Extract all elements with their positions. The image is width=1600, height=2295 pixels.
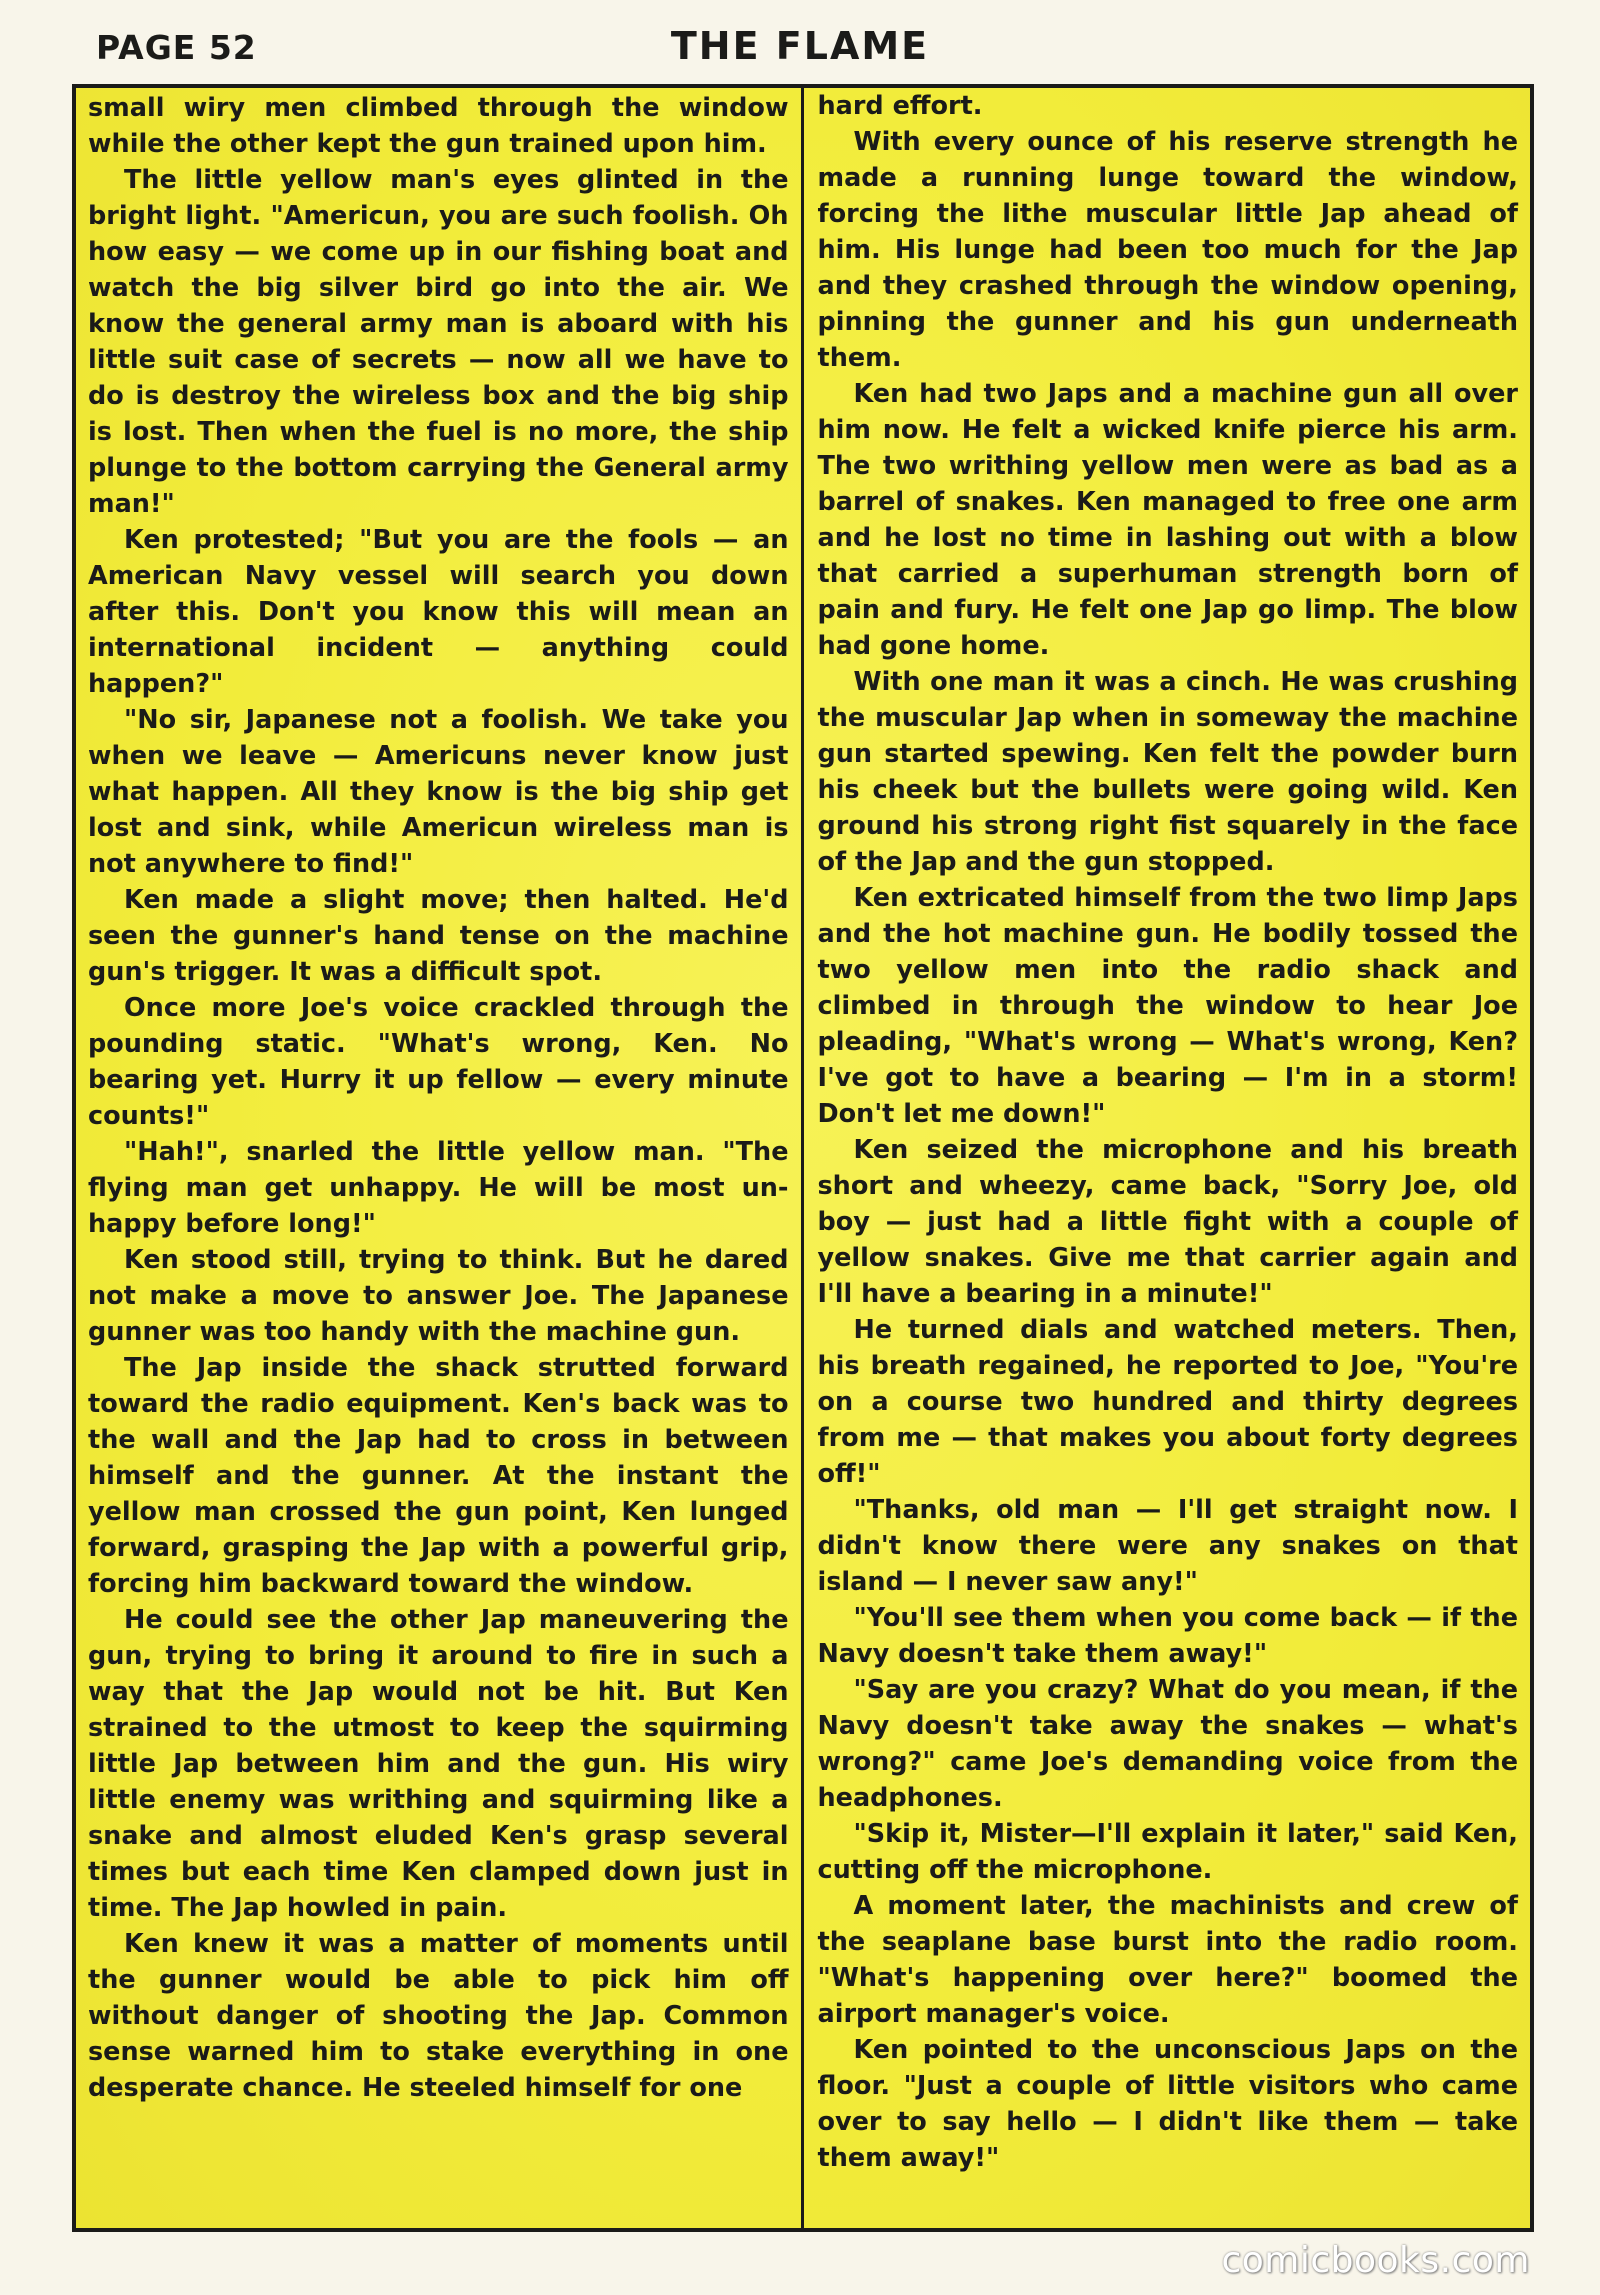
paragraph: With every ounce of his reserve strength he made a running lunge toward the window, forcing the lithe muscular little Jap ahead of him. His lunge had been too much for the Jap and they crashed through the window opening, pinning the gunner and his gun underneath them. bbox=[817, 127, 1518, 373]
paragraph: With one man it was a cinch. He was crushing the muscular Jap when in someway the machine gun started spewing. Ken felt the powder burn his cheek but the bullets were going wild. Ken ground his strong right fist squarely in the face of the Jap and the gun stopped. bbox=[817, 667, 1518, 877]
paragraph: Once more Joe's voice crackled through the pounding static. "What's wrong, Ken. No bearing yet. Hurry it up fellow — every minute counts!" bbox=[88, 993, 789, 1131]
story-text-frame bbox=[72, 84, 1534, 2232]
paragraph: "Skip it, Mister—I'll explain it later," said Ken, cutting off the microphone. bbox=[817, 1819, 1518, 1885]
paragraph: A moment later, the machinists and crew of the seaplane base burst into the radio room. "What's happening over here?" boomed the airport manager's voice. bbox=[817, 1891, 1518, 2029]
paragraph: Ken knew it was a matter of moments until the gunner would be able to pick him off without danger of shooting the Jap. Common sense warned him to stake everything in one desperate chance. He steeled himself for one bbox=[88, 1929, 789, 2103]
paragraph: The little yellow man's eyes glinted in the bright light. "Americun, you are such foolish. Oh how easy — we come up in our fishing boat and watch the big silver bird go into the air. We know the general army man is aboard with his little suit case of secrets — now all we have to do is destroy the wireless box and the big ship is lost. Then when the fuel is no more, the ship plunge to the bottom carrying the General army man!" bbox=[88, 165, 789, 519]
paragraph: "Hah!", snarled the little yellow man. "The flying man get unhappy. He will be most unhappy before long!" bbox=[88, 1137, 789, 1239]
paragraph: He could see the other Jap maneuvering the gun, trying to bring it around to fire in such a way that the Jap would not be hit. But Ken strained to the utmost to keep the squirming little Jap between him and the gun. His wiry little enemy was writhing and squirming like a snake and almost eluded Ken's grasp several times but each time Ken clamped down just in time. The Jap howled in pain. bbox=[88, 1605, 789, 1923]
paragraph: Ken made a slight move; then halted. He'd seen the gunner's hand tense on the machine gun's trigger. It was a difficult spot. bbox=[88, 885, 789, 987]
paragraph: "No sir, Japanese not a foolish. We take you when we leave — Americuns never know just what happen. All they know is the big ship get lost and sink, while Americun wireless man is not anywhere to find!" bbox=[88, 705, 789, 879]
paragraph: "Say are you crazy? What do you mean, if the Navy doesn't take away the snakes — what's wrong?" came Joe's demanding voice from the headphones. bbox=[817, 1675, 1518, 1813]
page-title: THE FLAME bbox=[670, 24, 930, 68]
paragraph: Ken stood still, trying to think. But he dared not make a move to answer Joe. The Japanese gunner was too handy with the machine gun. bbox=[88, 1245, 789, 1347]
paragraph: Ken seized the microphone and his breath short and wheezy, came back, "Sorry Joe, old boy — just had a little fight with a couple of yellow snakes. Give me that carrier again and I'll have a bearing in a minute!" bbox=[817, 1135, 1518, 1309]
text-column-right bbox=[804, 88, 1531, 2228]
paragraph: Ken had two Japs and a machine gun all over him now. He felt a wicked knife pierce his arm. The two writhing yellow men were as bad as a barrel of snakes. Ken managed to free one arm and he lost no time in lashing out with a blow that carried a superhuman strength born of pain and fury. He felt one Jap go limp. The blow had gone home. bbox=[817, 379, 1518, 661]
paragraph: hard effort. bbox=[817, 91, 983, 121]
site-watermark: comicbooks.com bbox=[1221, 2240, 1530, 2281]
paragraph: small wiry men climbed through the window while the other kept the gun trained upon him. bbox=[88, 93, 789, 159]
text-column-left bbox=[76, 88, 804, 2228]
paragraph: Ken protested; "But you are the fools — an American Navy vessel will search you down after this. Don't you know this will mean an international incident — anything could happen?" bbox=[88, 525, 789, 699]
paragraph: The Jap inside the shack strutted forward toward the radio equipment. Ken's back was to the wall and the Jap had to cross in between himself and the gunner. At the instant the yellow man crossed the gun point, Ken lunged forward, grasping the Jap with a powerful grip, forcing him backward toward the window. bbox=[88, 1353, 789, 1599]
paragraph: He turned dials and watched meters. Then, his breath regained, he reported to Joe, "You're on a course two hundred and thirty degrees from me — that makes you about forty degrees off!" bbox=[817, 1315, 1518, 1489]
paragraph: "Thanks, old man — I'll get straight now. I didn't know there were any snakes on that island — I never saw any!" bbox=[817, 1495, 1518, 1597]
paragraph: Ken pointed to the unconscious Japs on the floor. "Just a couple of little visitors who came over to say hello — I didn't like them — take them away!" bbox=[817, 2035, 1518, 2173]
paragraph: Ken extricated himself from the two limp Japs and the hot machine gun. He bodily tossed the two yellow men into the radio shack and climbed in through the window to hear Joe pleading, "What's wrong — What's wrong, Ken? I've got to have a bearing — I'm in a storm! Don't let me down!" bbox=[817, 883, 1518, 1129]
page-number: PAGE 52 bbox=[96, 28, 257, 67]
paragraph: "You'll see them when you come back — if the Navy doesn't take them away!" bbox=[817, 1603, 1518, 1669]
